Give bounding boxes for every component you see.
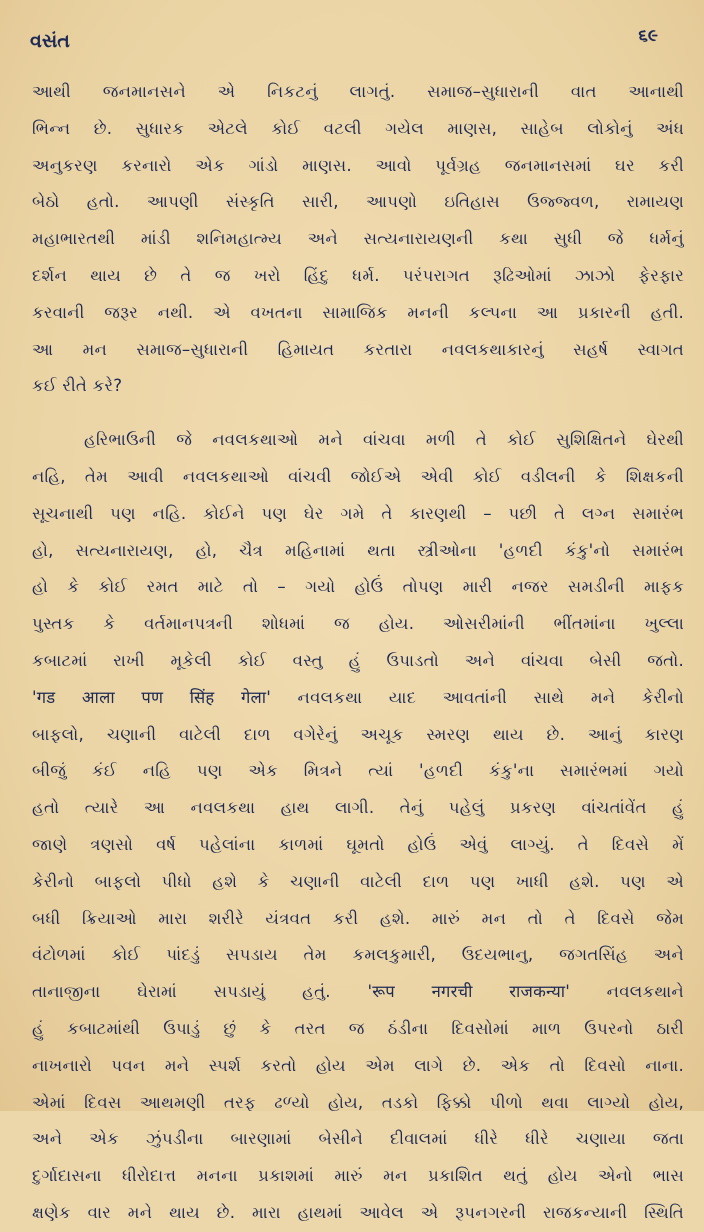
paragraph-2 — [32, 422, 684, 1232]
text-line: મહાભારતથી માંડી શનિમહાત્મ્ય અને સત્યનારાયણની કથા સુધી જે ધર્મનું — [32, 229, 684, 249]
text-line: સૂચનાથી પણ નહિ. કોઈને પણ ઘેર ગમે તે કારણથી – પછી તે લગ્ન સમારંભ — [32, 503, 684, 523]
text-line: પુસ્તક કે વર્તમાનપત્રની શોધમાં જ હોય. ઓસરીમાંની ભીંતમાંના ખુલ્લા — [32, 614, 684, 634]
text-line: કઈ રીતે કરે? — [32, 376, 123, 396]
text-line: અનુકરણ કરનારો એક ગાંડો માણસ. આવો પૂર્વગ્રહ જનમાનસમાં ઘર કરી — [32, 155, 684, 175]
text-line: બીજું કંઈ નહિ પણ એક મિત્રને ત્યાં 'હળદી કંકુ'ના સમારંભમાં ગયો — [32, 761, 684, 781]
text-line: દુર્ગાદાસના ધીરોદાત્ત મનના પ્રકાશમાં મારું મન પ્રકાશિત થતું હોય એનો ભાસ — [32, 1166, 684, 1186]
paragraph-1 — [32, 74, 684, 405]
paragraph-gap — [32, 405, 684, 422]
text-line: હો, સત્યનારાયણ, હો, ચૈત્ર મહિનામાં થતા સ્ત્રીઓના 'હળદી કંકુ'નો સમારંભ — [32, 540, 684, 560]
text-line: આથી જનમાનસને એ નિકટનું લાગતું. સમાજ–સુધારાની વાત આનાથી — [32, 82, 684, 101]
body-text — [32, 74, 684, 1232]
text-line: ક્ષણેક વાર મને થાય છે. મારા હાથમાં આવેલ એ રૂપનગરની રાજકન્યાની સ્થિતિ — [32, 1202, 684, 1222]
text-line: કરવાની જરૂર નથી. એ વખતના સામાજિક મનની કલ્પના આ પ્રકારની હતી. — [32, 302, 684, 322]
page-number: ૬૯ — [638, 26, 658, 46]
text-line: આ મન સમાજ–સુધારાની હિમાયત કરતારા નવલકથાકારનું સહર્ષ સ્વાગત — [32, 339, 684, 359]
text-line: વંટોળમાં કોઈ પાંદડું સપડાય તેમ કમલકુમારી, ઉદયભાનુ, જગતસિંહ અને — [32, 945, 684, 965]
text-line: બેઠો હતો. આપણી સંસ્કૃતિ સારી, આપણો ઇતિહાસ ઉજ્જ્વળ, રામાયણ — [32, 192, 684, 212]
text-line: કબાટમાં રાખી મૂકેલી કોઈ વસ્તુ હું ઉપાડતો અને વાંચવા બેસી જતો. — [32, 650, 684, 670]
text-line: બધી ક્રિયાઓ મારા શરીરે યંત્રવત કરી હશે. મારું મન તો તે દિવસે જેમ — [32, 908, 684, 928]
text-line: હો કે કોઈ રમત માટે તો – ગયો હોઉં તોપણ મારી નજર સમડીની માફક — [32, 577, 684, 597]
text-line: ભિન્ન છે. સુધારક એટલે કોઈ વટલી ગયેલ માણસ, સાહેબ લોકોનું અંધ — [32, 118, 684, 138]
text-line: બાફલો, ચણાની વાટેલી દાળ વગેરેનું અચૂક સ્મરણ થાય છે. આનું કારણ — [32, 724, 684, 744]
text-line: એમાં દિવસ આથમણી તરફ ઢળ્યો હોય, તડકો ફિક્કો પીળો થવા લાગ્યો હોય, — [32, 1092, 684, 1112]
text-line: જાણે ત્રણસો વર્ષ પહેલાંના કાળમાં ઘૂમતો હોઉં એવું લાગ્યું. તે દિવસે મેં — [32, 834, 684, 854]
text-line: અને એક ઝુંપડીના બારણામાં બેસીને દીવાલમાં ધીરે ધીરે ચણાયા જતા — [32, 1129, 684, 1149]
text-line: નહિ, તેમ આવી નવલકથાઓ વાંચવી જોઈએ એવી કોઈ વડીલની કે શિક્ષકની — [32, 466, 684, 486]
text-line: હું કબાટમાંથી ઉપાડું છું કે તરત જ ઠંડીના દિવસોમાં માળ ઉપરનો ઠારી — [32, 1018, 684, 1038]
text-line: હરિભાઉની જે નવલકથાઓ મને વાંચવા મળી તે કોઈ સુશિક્ષિતને ઘેરથી — [84, 430, 684, 450]
text-line: તાનાજીના ઘેરામાં સપડાયું હતું. 'रूप नगरची राजकन्या' નવલકથાને — [32, 982, 684, 1002]
running-head: વસંત — [30, 30, 70, 52]
text-line: કેરીનો બાફલો પીધો હશે કે ચણાની વાટેલી દાળ પણ ખાધી હશે. પણ એ — [32, 871, 684, 891]
text-line: હતો ત્યારે આ નવલકથા હાથ લાગી. તેનું પહેલું પ્રકરણ વાંચતાંવેંત હું — [32, 798, 684, 818]
text-line: 'गड आला पण सिंह गेला' નવલકથા યાદ આવતાંની સાથે મને કેરીનો — [32, 687, 684, 707]
text-line: દર્શન થાય છે તે જ ખરો હિંદુ ધર્મ. પરંપરાગત રૂઢિઓમાં ઝાઝો ફેરફાર — [32, 265, 684, 285]
text-line: નાખનારો પવન મને સ્પર્શ કરતો હોય એમ લાગે છે. એક તો દિવસો નાના. — [32, 1055, 684, 1075]
